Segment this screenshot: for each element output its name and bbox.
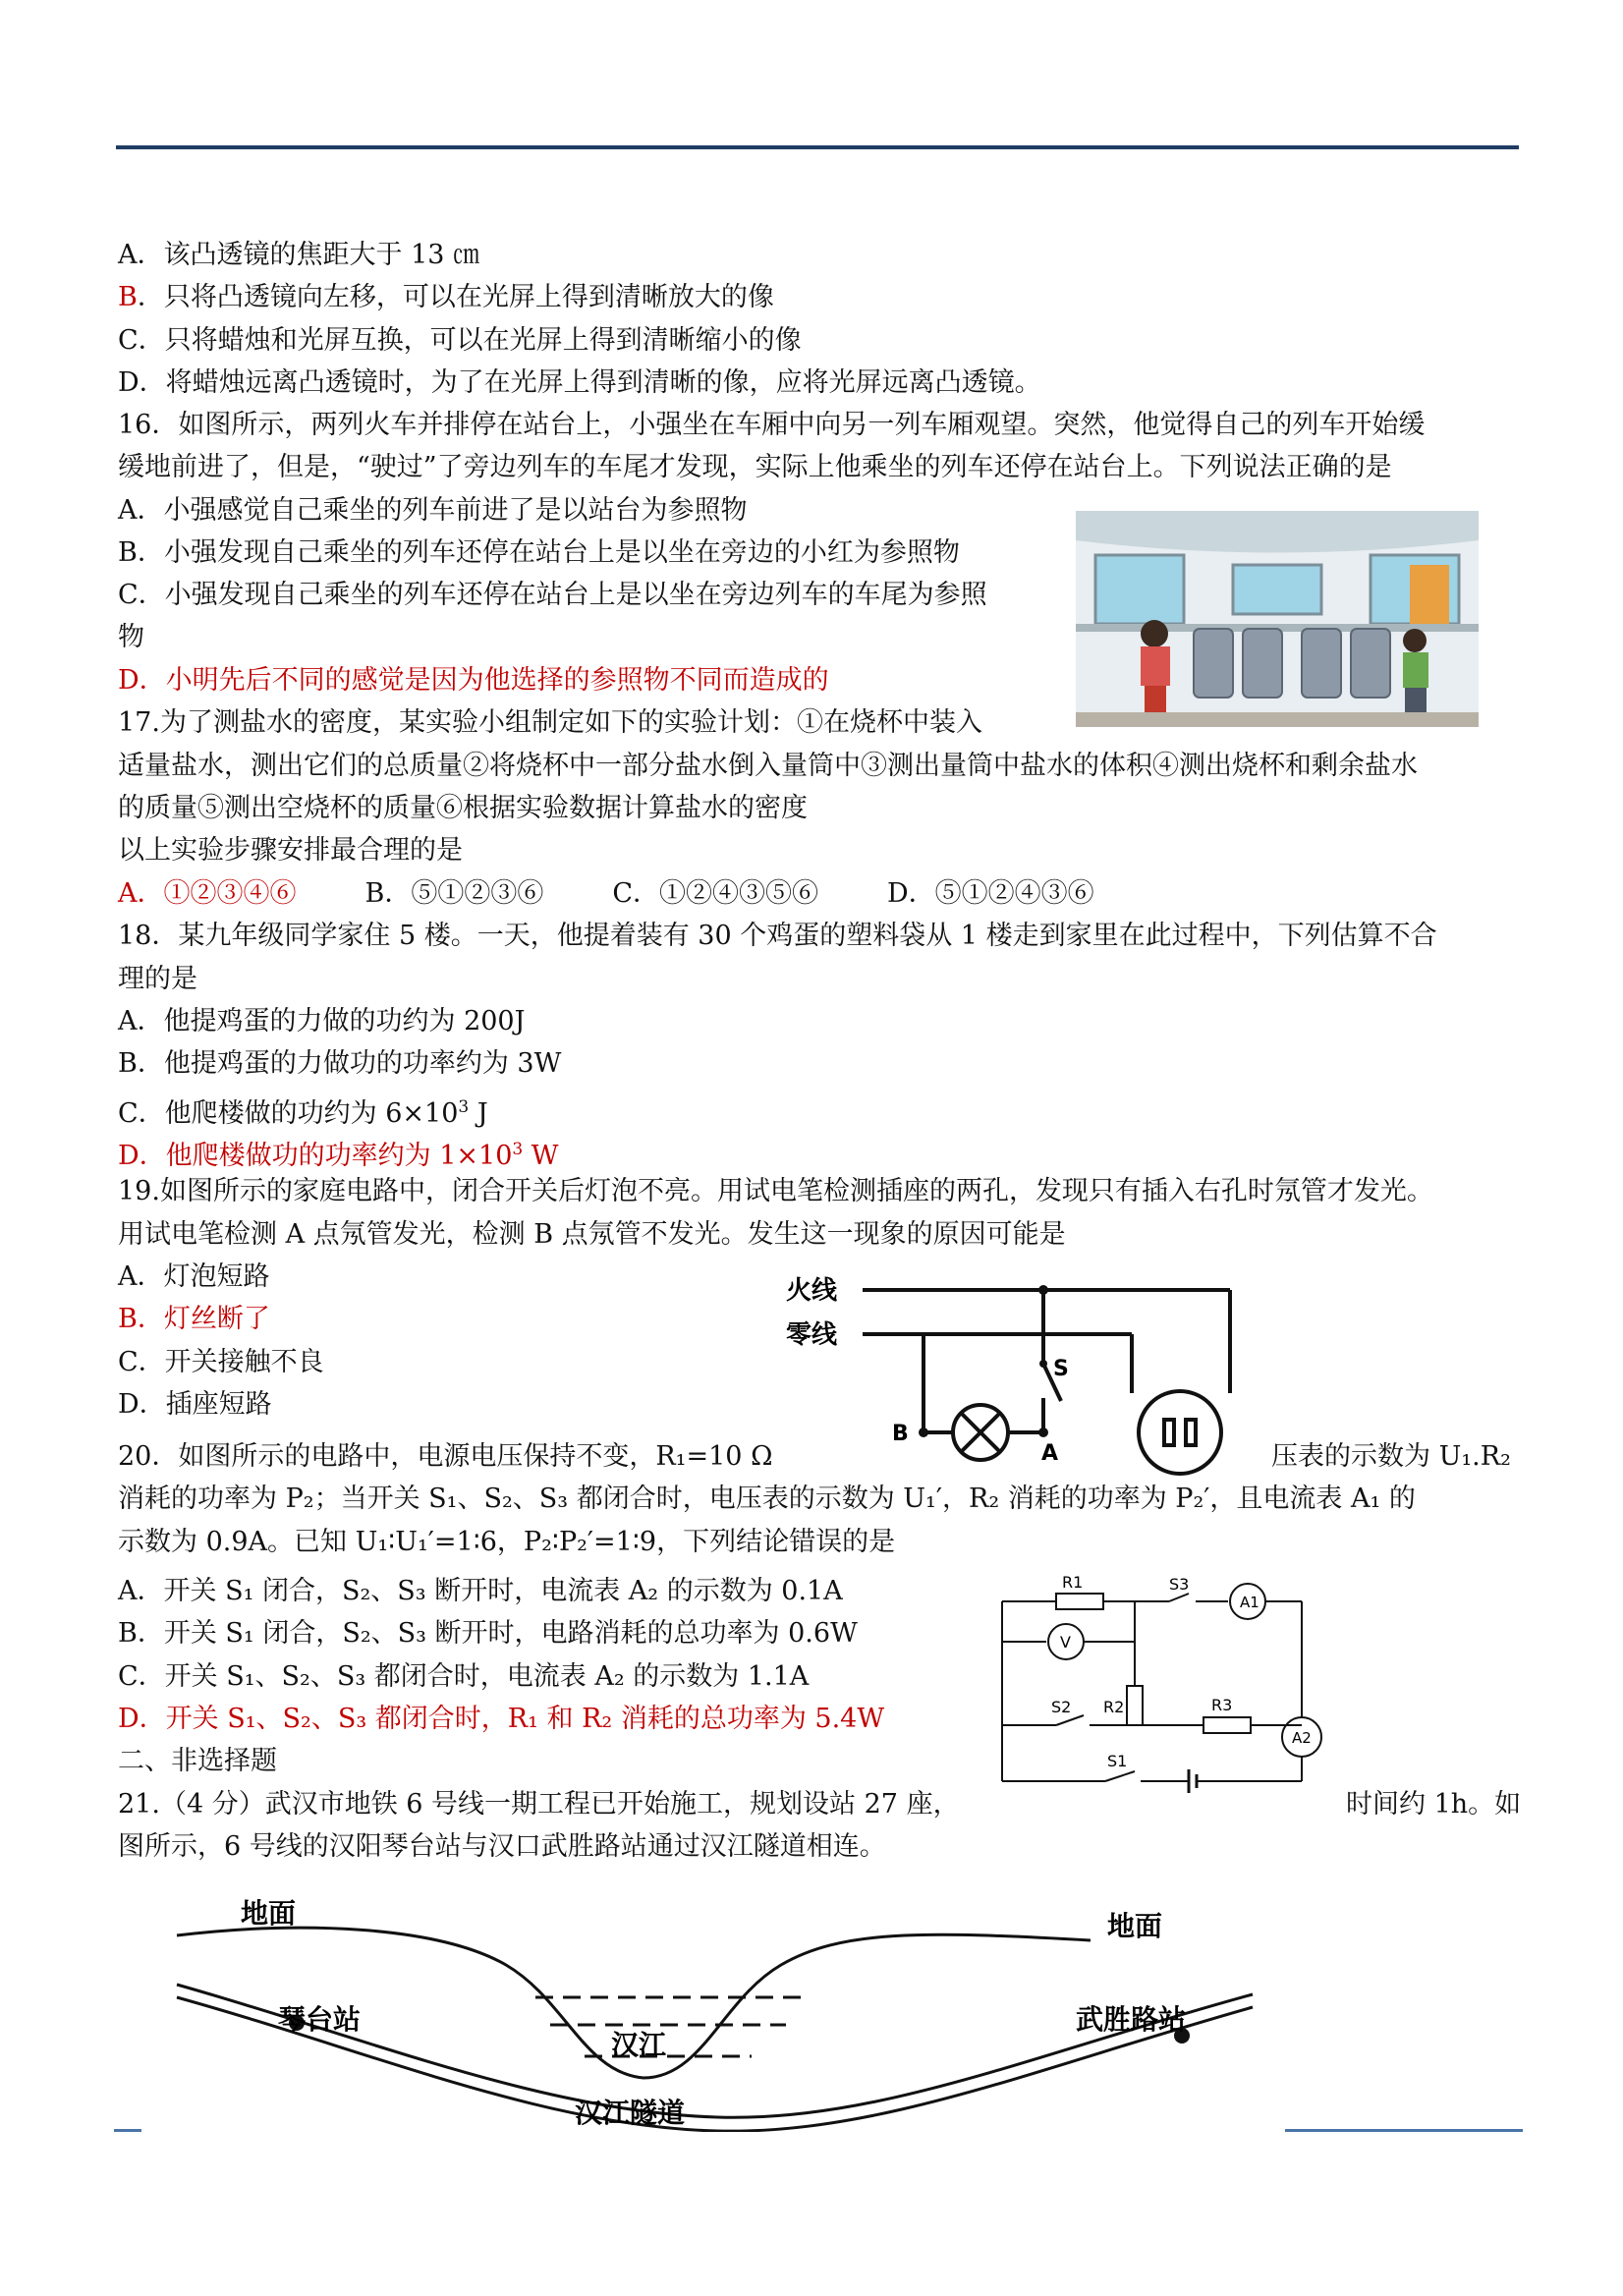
r3-label: R3 xyxy=(1211,1696,1233,1714)
point-b-label: B xyxy=(892,1422,909,1446)
q17-stem-line1: 17.为了测盐水的密度，某实验小组制定如下的实验计划：①在烧杯中装入 xyxy=(118,707,982,738)
q20-stem-line1-right: 压表的示数为 U₁.R₂ xyxy=(1271,1441,1511,1472)
q18-stem-line2: 理的是 xyxy=(118,964,197,994)
q16-option-d: D．小明先后不同的感觉是因为他选择的参照物不同而造成的 xyxy=(118,665,829,696)
neutral-wire-label: 零线 xyxy=(786,1320,838,1350)
s3-label: S3 xyxy=(1169,1575,1190,1594)
q18-option-c-exp: 3 xyxy=(458,1097,470,1117)
q19-option-c: C．开关接触不良 xyxy=(118,1347,324,1377)
q19-stem-line1: 19.如图所示的家庭电路中，闭合开关后灯泡不亮。用试电笔检测插座的两孔，发现只有插入右孔时氖管才发光。 xyxy=(118,1176,1433,1206)
q16-option-a: A．小强感觉自己乘坐的列车前进了是以站台为参照物 xyxy=(118,495,748,526)
q20-option-a: A．开关 S₁ 闭合，S₂、S₃ 断开时，电流表 A₂ 的示数为 0.1A xyxy=(118,1576,843,1606)
station-wushenglu-label: 武胜路站 xyxy=(1076,2003,1187,2036)
live-wire-label: 火线 xyxy=(786,1276,838,1306)
q18-option-d-exp: 3 xyxy=(512,1140,524,1159)
q17-stem-line4: 以上实验步骤安排最合理的是 xyxy=(118,835,463,866)
q18-option-c-unit: J xyxy=(469,1098,488,1129)
q20-option-b: B．开关 S₁ 闭合，S₂、S₃ 断开时，电路消耗的总功率为 0.6W xyxy=(118,1618,858,1649)
q20-option-d: D．开关 S₁、S₂、S₃ 都闭合时，R₁ 和 R₂ 消耗的总功率为 5.4W xyxy=(118,1704,885,1734)
q21-stem-line1-right: 时间约 1h。如 xyxy=(1346,1789,1522,1820)
r2-label: R2 xyxy=(1103,1698,1125,1716)
q20-option-c: C．开关 S₁、S₂、S₃ 都闭合时，电流表 A₂ 的示数为 1.1A xyxy=(118,1661,810,1692)
tunnel-label: 汉江隧道 xyxy=(575,2097,686,2129)
q18-option-d-text: D．他爬楼做功的功率约为 1×10 xyxy=(118,1141,513,1171)
header-rule xyxy=(116,145,1519,149)
s1-label: S1 xyxy=(1107,1752,1128,1770)
s2-label: S2 xyxy=(1051,1698,1072,1716)
q16-stem-line1: 16．如图所示，两列火车并排停在站台上，小强坐在车厢中向另一列车厢观望。突然，他觉得自己的列车开始缓 xyxy=(118,410,1426,440)
a1-label: A1 xyxy=(1240,1594,1259,1611)
q18-option-d xyxy=(118,1133,559,1173)
q18-option-b: B．他提鸡蛋的力做功的功率约为 3W xyxy=(118,1048,562,1079)
switch-s-label: S xyxy=(1053,1357,1069,1381)
q17-stem-line2: 适量盐水，测出它们的总质量②将烧杯中一部分盐水倒入量筒中③测出量筒中盐水的体积④测出烧杯和剩余盐水 xyxy=(118,751,1418,781)
household-circuit-diagram xyxy=(786,1265,1238,1482)
q17-stem-line3: 的质量⑤测出空烧杯的质量⑥根据实验数据计算盐水的密度 xyxy=(118,793,808,823)
q16-option-c-line2: 物 xyxy=(118,622,144,652)
q15-option-d: D．将蜡烛远离凸透镜时，为了在光屏上得到清晰的像，应将光屏远离凸透镜。 xyxy=(118,367,1041,398)
q17-option-c: C．①②④③⑤⑥ xyxy=(612,878,819,909)
q17-option-a: A．①②③④⑥ xyxy=(118,878,297,909)
q18-option-c xyxy=(118,1091,488,1131)
q18-option-d-unit: W xyxy=(523,1141,559,1171)
q19-option-b: B．灯丝断了 xyxy=(118,1304,270,1334)
q15-option-a: A．该凸透镜的焦距大于 13 ㎝ xyxy=(118,240,480,270)
q15-option-c: C．只将蜡烛和光屏互换，可以在光屏上得到清晰缩小的像 xyxy=(118,325,802,356)
ground-left-label: 地面 xyxy=(241,1897,297,1930)
q20-stem-line1-left: 20．如图所示的电路中，电源电压保持不变，R₁=10 Ω xyxy=(118,1441,773,1472)
footer-rule-right xyxy=(1285,2129,1523,2132)
q20-stem-line3: 示数为 0.9A。已知 U₁∶U₁′=1∶6，P₂∶P₂′=1∶9，下列结论错误的是 xyxy=(118,1527,896,1557)
section-title-non-choice: 二、非选择题 xyxy=(118,1746,277,1776)
station-qintai-label: 琴台站 xyxy=(278,2003,362,2036)
river-hanjiang-label: 汉江 xyxy=(611,2029,667,2061)
q17-option-d: D．⑤①②④③⑥ xyxy=(887,878,1094,909)
q16-option-b: B．小强发现自己乘坐的列车还停在站台上是以坐在旁边的小红为参照物 xyxy=(118,537,960,568)
q16-stem-line2: 缓地前进了，但是，“驶过”了旁边列车的车尾才发现，实际上他乘坐的列车还停在站台上。下列说法正确的是 xyxy=(118,452,1392,482)
q21-stem-line2: 图所示，6 号线的汉阳琴台站与汉口武胜路站通过汉江隧道相连。 xyxy=(118,1831,886,1862)
q16-option-c-line1: C．小强发现自己乘坐的列车还停在站台上是以坐在旁边列车的车尾为参照 xyxy=(118,580,987,610)
ground-right-label: 地面 xyxy=(1107,1910,1163,1942)
q21-stem-line1-left: 21.（4 分）武汉市地铁 6 号线一期工程已开始施工，规划设站 27 座， xyxy=(118,1789,960,1820)
r1-label: R1 xyxy=(1062,1573,1084,1592)
point-a-label: A xyxy=(1041,1441,1059,1466)
q17-options xyxy=(118,877,1163,911)
footer-rule-left xyxy=(114,2129,141,2132)
resistor-circuit-diagram xyxy=(997,1570,1326,1796)
v-label: V xyxy=(1060,1633,1071,1652)
q19-stem-line2: 用试电笔检测 A 点氖管发光，检测 B 点氖管不发光。发生这一现象的原因可能是 xyxy=(118,1219,1066,1250)
q17-option-b: B．⑤①②③⑥ xyxy=(364,878,544,909)
a2-label: A2 xyxy=(1292,1729,1312,1747)
q19-option-a: A．灯泡短路 xyxy=(118,1261,270,1292)
q20-stem-line2: 消耗的功率为 P₂；当开关 S₁、S₂、S₃ 都闭合时，电压表的示数为 U₁′，R₂ 消耗的功率为 P₂′，且电流表 A₁ 的 xyxy=(118,1484,1416,1514)
q18-option-c-text: C．他爬楼做的功约为 6×10 xyxy=(118,1098,459,1129)
train-carriage-illustration xyxy=(1076,511,1479,727)
q18-option-a: A．他提鸡蛋的力做的功约为 200J xyxy=(118,1006,526,1036)
hanjiang-tunnel-diagram xyxy=(172,1881,1262,2132)
q18-stem-line1: 18．某九年级同学家住 5 楼。一天，他提着装有 30 个鸡蛋的塑料袋从 1 楼走到家里在此过程中，下列估算不合 xyxy=(118,921,1437,951)
q15-option-b: B．只将凸透镜向左移，可以在光屏上得到清晰放大的像 xyxy=(118,282,774,312)
q15-option-b-text: ．只将凸透镜向左移，可以在光屏上得到清晰放大的像 xyxy=(137,282,774,312)
q19-option-d: D．插座短路 xyxy=(118,1389,272,1420)
